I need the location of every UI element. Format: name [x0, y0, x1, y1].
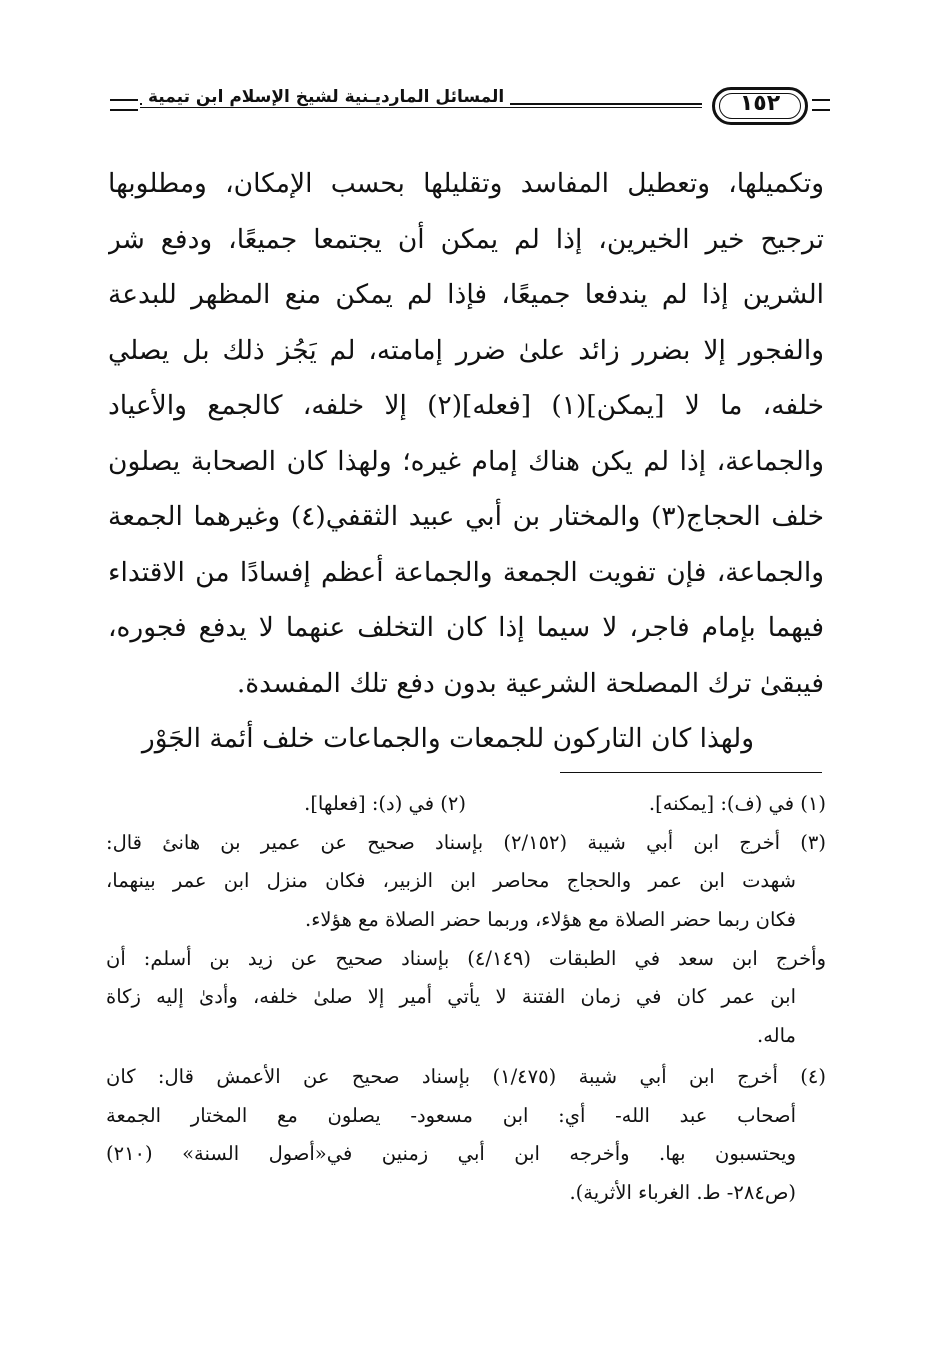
footnote-3-line: شهدت ابن عمر والحجاج محاصر ابن الزبير، فكان منزل ابن عمر بينهما،	[106, 869, 796, 893]
footnote-3-line: (٣) أخرج ابن أبي شيبة (٢/١٥٢) بإسناد صحيح عن عمير بن هانئ قال:	[106, 830, 826, 854]
text-line: ترجيح خير الخيرين، إذا لم يمكن أن يجتمعا جميعًا، ودفع شر	[108, 223, 824, 255]
text-line: وتكميلها، وتعطيل المفاسد وتقليلها بحسب الإمكان، ومطلوبها	[108, 168, 824, 199]
footnote-1: (١) في (ف): [يمكنه].	[648, 792, 826, 815]
footnote-3-line: فكان ربما حضر الصلاة مع هؤلاء، وربما حضر الصلاة مع هؤلاء.	[305, 908, 796, 932]
page-number: ١٥٢	[739, 91, 781, 116]
text-line: والجماعة، فإن تفويت الجمعة والجماعة أعظم إفسادًا من الاقتداء	[108, 556, 824, 588]
text-line: فيبقىٰ ترك المصلحة الشرعية بدون دفع تلك المفسدة.	[236, 667, 824, 699]
text-line: والجماعة، إذا لم يكن هناك إمام غيره؛ ولهذا كان الصحابة يصلون	[108, 445, 824, 477]
footnote-4-line: أصحاب عبد الله- أي: ابن مسعود- يصلون مع المختار الجمعة	[106, 1103, 796, 1127]
footnote-4-line: (ص٢٨٤- ط. الغرباء الأثرية).	[569, 1180, 796, 1204]
text-line: الشرين إذا لم يندفعا جميعًا، فإذا لم يمكن منع المظهر للبدعة	[108, 279, 824, 310]
text-line: ولهذا كان التاركون للجمعات والجماعات خلف أئمة الجَوْر	[141, 723, 754, 754]
text-line: خلفه، ما لا [يمكن](١) [فعله](٢) إلا خلفه، كالجمع والأعياد	[108, 390, 824, 421]
main-text	[108, 156, 824, 767]
text-line: خلف الحجاج(٣) والمختار بن أبي عبيد الثقفي(٤) وغيرهما الجمعة	[108, 501, 824, 532]
header-ornament-right	[812, 99, 830, 111]
text-line: والفجور إلا بضرر زائد علىٰ ضرر إمامته، لم يَجُز ذلك بل يصلي	[108, 334, 824, 366]
text-line: فيهما بإمام فاجر، لا سيما إذا كان التخلف عنهما لا يدفع فجوره،	[108, 612, 824, 643]
footnote-3b-line: ابن عمر كان في زمان الفتنة لا يأتي أمير إلا صلىٰ خلفه، وأدىٰ إليه زكاة	[106, 985, 796, 1009]
footnote-3b-line: ماله.	[757, 1024, 796, 1048]
page-header	[110, 82, 830, 132]
footnote-row-1-2	[106, 785, 826, 824]
footnote-3b-line: وأخرج ابن سعد في الطبقات (٤/١٤٩) بإسناد صحيح عن زيد بن أسلم: أن	[106, 946, 826, 970]
footnote-separator	[560, 772, 822, 773]
running-title: المسائل المارديـنية لشيخ الإسلام ابن تيمية	[142, 87, 510, 107]
footnote-4-line: ويحتسبون بها. وأخرجه ابن أبي زمنين في«أصول السنة» (٢١٠)	[106, 1142, 796, 1166]
footnotes	[106, 785, 826, 1213]
page-number-badge	[712, 87, 808, 125]
footnote-2: (٢) في (د): [فعلها].	[304, 792, 466, 815]
footnote-4-line: (٤) أخرج ابن أبي شيبة (١/٤٧٥) بإسناد صحيح عن الأعمش قال: كان	[106, 1064, 826, 1088]
header-ornament-left	[110, 99, 138, 111]
